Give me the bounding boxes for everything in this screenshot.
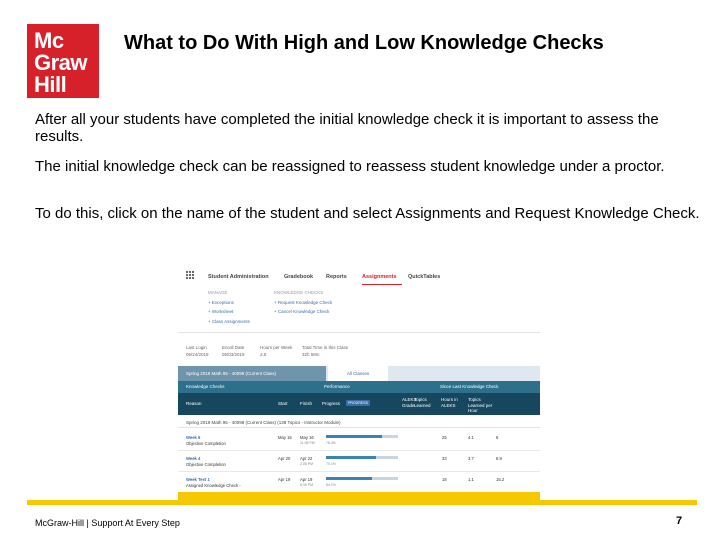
row-hours: 1.1 xyxy=(468,477,474,482)
nav-assignments[interactable]: Assignments xyxy=(362,274,397,280)
nav-quicktables[interactable]: QuickTables xyxy=(408,274,441,280)
row-topics-per-hour: 8.9 xyxy=(496,456,502,461)
row-finish: Apr 22 xyxy=(300,456,313,461)
row-reason-text: Assigned Knowledge Check - xyxy=(186,482,241,488)
progress-percent: 70.1% xyxy=(326,462,336,466)
table-row xyxy=(178,472,540,493)
nav-student-administration[interactable]: Student Administration xyxy=(208,274,269,280)
row-topics-learned: 25 xyxy=(442,435,447,440)
row-topics-per-hour: 15.2 xyxy=(496,477,505,482)
nav-reports[interactable]: Reports xyxy=(326,274,347,280)
stat-total-time xyxy=(302,344,348,358)
progress-bar xyxy=(326,477,398,480)
col-hours-in-aleks: Hours in ALEKS xyxy=(441,397,458,408)
stat-label: Last Login xyxy=(186,345,207,350)
class-subheader: Spring 2019 Math 95 - 40098 (Current Class) (138 Topics - Instructor Module) xyxy=(178,418,540,428)
paragraph-2: The initial knowledge check can be reassigned to reassess student knowledge under a proctor. xyxy=(35,158,665,175)
row-reason-text: Objective Completion xyxy=(186,461,226,467)
row-reason[interactable] xyxy=(186,435,226,446)
progress-fill xyxy=(326,477,372,480)
col-aleks-grade: ALEKS Grade xyxy=(402,397,417,408)
tab-all-classes[interactable]: All Classes xyxy=(328,366,388,381)
menu-cancel-knowledge-check[interactable]: + Cancel Knowledge Check xyxy=(274,309,330,314)
divider xyxy=(178,332,540,333)
page-number: 7 xyxy=(676,515,683,527)
table-group-header xyxy=(178,381,540,393)
stat-label: Hours per Week xyxy=(260,345,293,350)
row-topics-learned: 18 xyxy=(442,477,447,482)
paragraph-3: To do this, click on the name of the student and select Assignments and Request Knowledge Check. xyxy=(35,205,700,222)
menu-class-assignments[interactable]: + Class Assignments xyxy=(208,318,250,324)
progress-fill xyxy=(326,456,376,459)
logo-line-3: Hill xyxy=(34,72,67,97)
row-hours: 4.1 xyxy=(468,435,474,440)
row-finish-time: 2:08 PM xyxy=(300,462,314,466)
row-name[interactable]: Week Test 1 xyxy=(186,477,210,482)
col-topics-learned: Topics Learned xyxy=(414,397,431,408)
row-name[interactable]: Week 6 xyxy=(186,435,201,440)
footer-text: McGraw-Hill | Support At Every Step xyxy=(35,518,180,528)
row-finish: Apr 19 xyxy=(300,477,313,482)
row-start: Apr 20 xyxy=(278,456,291,461)
table-column-header xyxy=(178,393,540,415)
row-topics-learned: 33 xyxy=(442,456,447,461)
stat-value: 32h 58m xyxy=(302,352,320,357)
row-start: May 15 xyxy=(278,435,292,440)
aleks-nav-bar xyxy=(178,266,540,288)
tab-current-class[interactable]: Spring 2019 Math 95 - 40098 (Current Class) xyxy=(178,366,326,381)
menu-exceptions[interactable]: + Exceptions xyxy=(208,299,234,305)
menu-worksheet[interactable]: + Worksheet xyxy=(208,309,234,314)
col-start: Start xyxy=(278,401,288,406)
footer-rule xyxy=(27,500,697,505)
group-since-last-kc: Since Last Knowledge Check xyxy=(440,384,499,389)
stat-value: 2.5 xyxy=(260,352,267,357)
progress-bar xyxy=(326,435,398,438)
stat-hours-per-week xyxy=(260,344,292,358)
menu-request-knowledge-check[interactable]: + Request Knowledge Check xyxy=(274,299,333,305)
row-reason[interactable] xyxy=(186,477,241,488)
progress-fill xyxy=(326,435,382,438)
paragraph-1: After all your students have completed the initial knowledge check it is important to assess the results. xyxy=(35,111,659,145)
row-reason-text: Objective Completion xyxy=(186,440,226,446)
row-topics-per-hour: 6 xyxy=(496,435,499,440)
col-progress: Progress xyxy=(322,401,341,406)
group-performance: Performance xyxy=(324,384,350,389)
aleks-screenshot xyxy=(178,266,540,492)
stat-value: 05/24/2019 xyxy=(186,352,209,357)
row-name[interactable]: Week 4 xyxy=(186,456,201,461)
active-tab-underline xyxy=(362,284,402,285)
stat-value: 05/03/2019 xyxy=(222,352,245,357)
row-hours: 3.7 xyxy=(468,456,474,461)
manage-menu xyxy=(208,288,250,326)
manage-header: MANAGE xyxy=(208,290,228,295)
progress-button[interactable]: PROGRESS xyxy=(346,400,370,406)
logo-line-2: Graw xyxy=(34,50,88,75)
apps-grid-icon[interactable] xyxy=(186,271,194,279)
row-finish-time: 11:08 PM xyxy=(300,441,315,445)
stat-label: Total Time in this Class xyxy=(302,345,349,350)
progress-percent: 64.1% xyxy=(326,483,336,487)
stat-label: Enroll Date xyxy=(222,345,245,350)
row-finish: May 16 xyxy=(300,435,314,440)
kc-header: KNOWLEDGE CHECKS xyxy=(274,290,324,295)
screenshot-bottom-bar xyxy=(178,492,540,500)
logo-line-1: Mc xyxy=(34,28,64,53)
class-tabs xyxy=(178,366,540,381)
slide-title: What to Do With High and Low Knowledge Checks xyxy=(124,32,604,54)
row-reason[interactable] xyxy=(186,456,226,467)
progress-percent: 78.4% xyxy=(326,441,336,445)
row-start: Apr 19 xyxy=(278,477,291,482)
knowledge-checks-menu xyxy=(274,288,332,317)
row-finish-time: 8:39 PM xyxy=(300,483,314,487)
stat-enroll-date xyxy=(222,344,245,358)
table-row xyxy=(178,430,540,451)
table-row xyxy=(178,451,540,472)
stat-last-login xyxy=(186,344,209,358)
col-topics-per-hour: Topics Learned per Hour xyxy=(468,397,493,413)
col-finish: Finish xyxy=(300,401,313,406)
group-knowledge-checks: Knowledge Checks xyxy=(186,384,225,389)
nav-gradebook[interactable]: Gradebook xyxy=(284,274,314,280)
col-reason: Reason xyxy=(186,401,202,406)
mcgraw-hill-logo xyxy=(27,24,99,98)
progress-bar xyxy=(326,456,398,459)
